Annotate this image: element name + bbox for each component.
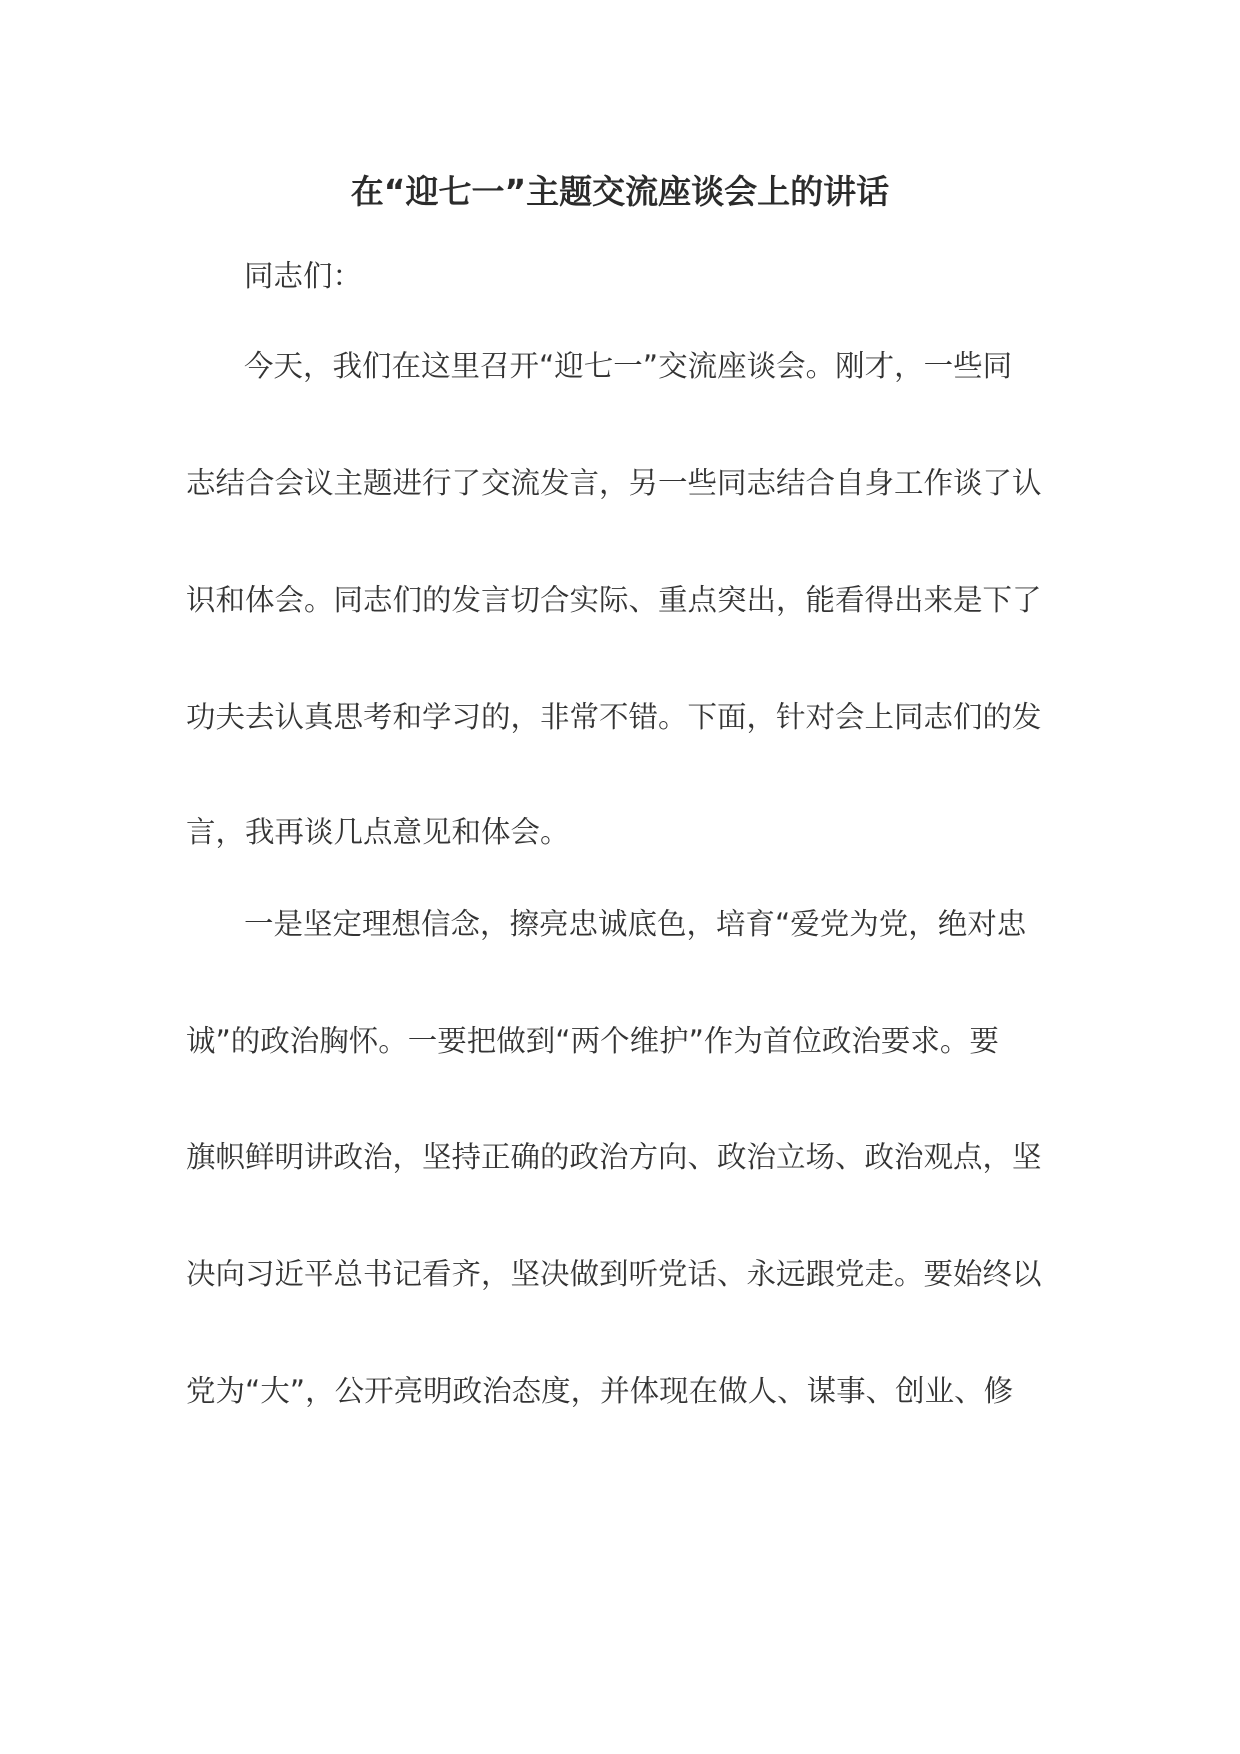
salutation: 同志们：	[244, 259, 363, 293]
paragraph-line: 党为“大”，公开亮明政治态度，并体现在做人、谋事、创业、修	[186, 1374, 1014, 1408]
paragraph-line: 决向习近平总书记看齐，坚决做到听党话、永远跟党走。要始终以	[186, 1257, 1042, 1291]
paragraph-line: 旗帜鲜明讲政治，坚持正确的政治方向、政治立场、政治观点，坚	[186, 1140, 1042, 1174]
paragraph-line: 今天，我们在这里召开“迎七一”交流座谈会。刚才，一些同	[244, 349, 1013, 383]
paragraph-line: 诚”的政治胸怀。一要把做到“两个维护”作为首位政治要求。要	[186, 1024, 999, 1058]
paragraph-line: 一是坚定理想信念，擦亮忠诚底色，培育“爱党为党，绝对忠	[244, 907, 1027, 941]
document-title: 在“迎七一”主题交流座谈会上的讲话	[350, 172, 890, 211]
paragraph-line: 言，我再谈几点意见和体会。	[186, 815, 570, 849]
paragraph-line: 识和体会。同志们的发言切合实际、重点突出，能看得出来是下了	[186, 583, 1042, 617]
paragraph-line: 志结合会议主题进行了交流发言，另一些同志结合自身工作谈了认	[186, 466, 1042, 500]
paragraph-line: 功夫去认真思考和学习的，非常不错。下面，针对会上同志们的发	[186, 700, 1042, 734]
